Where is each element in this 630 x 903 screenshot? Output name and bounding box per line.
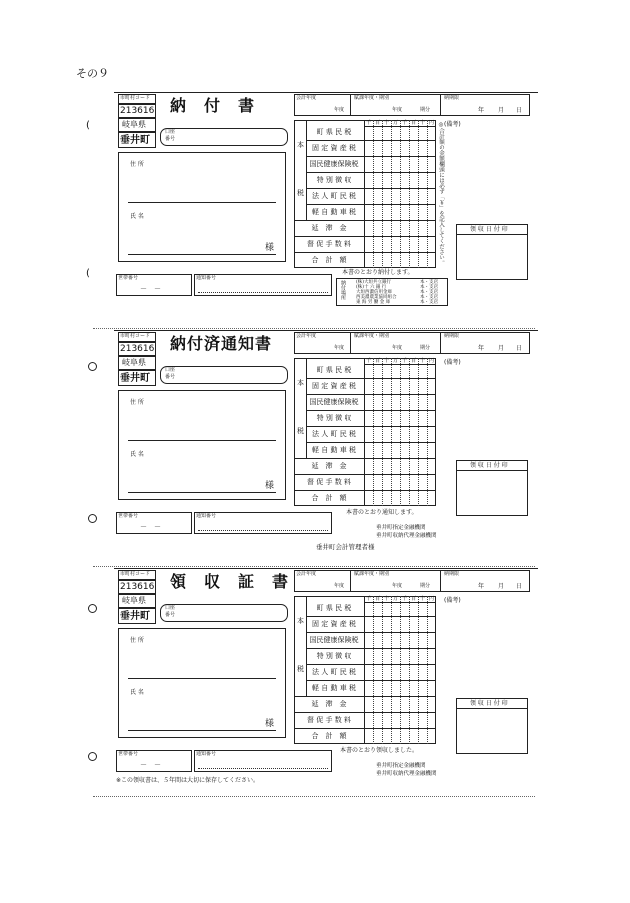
tax-row-label: 軽 自 動 車 税 [312, 684, 356, 692]
digit-divider [382, 358, 383, 506]
digit-label: 千 [401, 596, 407, 602]
row-line [306, 410, 436, 411]
row-line [294, 458, 436, 459]
household-value: － － [140, 761, 161, 769]
due-label: 納期限 [444, 333, 460, 339]
fee-row-label: 合 計 額 [311, 494, 347, 502]
month-unit: 月 [498, 345, 505, 352]
receipt-note: 本書のとおり領収しました。 [340, 747, 419, 754]
fee-row-label: 延 滞 金 [311, 700, 347, 708]
digit-divider [400, 596, 401, 744]
row-line [306, 140, 436, 141]
tax-year-unit: 年度 [392, 583, 403, 589]
digit-label: 千 [401, 358, 407, 364]
digit-label: 千 [365, 120, 371, 126]
day-unit: 日 [516, 345, 523, 352]
town: 垂井町 [120, 373, 150, 384]
fiscal-year-label: 会計年度 [296, 571, 317, 577]
account-label: 番号 [165, 136, 176, 142]
muni-code: 213616 [120, 344, 155, 354]
sep [364, 602, 436, 603]
digit-label: 円 [428, 120, 434, 126]
digit-label: 円 [428, 596, 434, 602]
account-label: 口座 [165, 129, 176, 135]
bank-branch: 本・支店 [420, 290, 438, 295]
row-line [306, 442, 436, 443]
tax-row-label: 法 人 町 民 税 [312, 668, 356, 676]
prefecture: 岐阜県 [122, 120, 146, 129]
notice-dots [198, 530, 328, 531]
digit-label: 百 [374, 120, 380, 126]
fiscal-year-unit: 年度 [334, 345, 345, 351]
address-name-box[interactable] [118, 390, 286, 500]
bank-branch: 本・支店 [420, 295, 438, 300]
household-value: － － [140, 523, 161, 531]
row-line [294, 712, 436, 713]
fee-row-label: 督 促 手 数 料 [307, 716, 351, 724]
notice-dots [198, 292, 328, 293]
row-line [306, 648, 436, 649]
bank-name: (株)十 六 銀 行 [356, 285, 387, 290]
household-label: 世帯番号 [118, 751, 139, 757]
tax-row-label: 特 別 徴 収 [316, 176, 352, 184]
muni-code: 213616 [120, 582, 155, 592]
tax-row-label: 国民健康保険税 [309, 160, 359, 168]
sep [456, 234, 528, 235]
digit-divider [382, 120, 383, 268]
row-line [306, 172, 436, 173]
fee-row-label: 督 促 手 数 料 [307, 240, 351, 248]
fee-row-label: 延 滞 金 [311, 224, 347, 232]
honorific: 様 [265, 481, 275, 491]
address-label: 住 所 [130, 399, 144, 406]
digit-label: 円 [428, 358, 434, 364]
binding-hole [88, 752, 97, 761]
tax-year-unit: 年度 [392, 345, 403, 351]
period-unit: 期分 [420, 583, 431, 589]
account-label: 口座 [165, 605, 176, 611]
household-value: － － [140, 285, 161, 293]
fee-row-label: 合 計 額 [311, 732, 347, 740]
name-label: 氏 名 [130, 689, 144, 696]
side-label: 税 [297, 189, 304, 197]
honorific: 様 [265, 719, 275, 729]
digit-divider [373, 596, 374, 744]
bank-branch: 本・支店 [420, 280, 438, 285]
muni-code: 213616 [120, 106, 155, 116]
tax-row-label: 国民健康保険税 [309, 398, 359, 406]
tax-year-label: 賦課年度・期別 [354, 571, 390, 577]
row-line [306, 394, 436, 395]
day-unit: 日 [516, 583, 523, 590]
perforation-line [93, 328, 535, 329]
tax-row-label: 固 定 資 産 税 [312, 144, 356, 152]
form-title: 納付済通知書 [170, 334, 273, 353]
digit-label: 千 [365, 596, 371, 602]
name-line [128, 730, 276, 731]
account-box[interactable] [160, 366, 288, 384]
vertical-note: ◎合計額の金額欄頭には必ず「￥」を記入してください。 [438, 122, 445, 266]
fiscal-year-unit: 年度 [334, 583, 345, 589]
row-line [306, 378, 436, 379]
sep [456, 708, 528, 709]
household-label: 世帯番号 [118, 513, 139, 519]
digit-divider [400, 358, 401, 506]
digit-divider [391, 358, 392, 506]
bank-name: 大垣西濃信用金庫 [356, 290, 392, 295]
address-name-box[interactable] [118, 628, 286, 738]
notice-note: 本書のとおり通知します。 [346, 509, 418, 516]
row-line [306, 632, 436, 633]
side-label: 本 [297, 617, 304, 625]
row-line [294, 728, 436, 729]
digit-label: 百 [410, 358, 416, 364]
receipt-footnote: ※この領収書は、５年間は大切に保存してください。 [116, 777, 260, 784]
address-line [128, 678, 276, 679]
row-line [294, 220, 436, 221]
muni-code-label: 市町村コード [120, 571, 151, 577]
digit-divider [373, 120, 374, 268]
month-unit: 月 [498, 583, 505, 590]
digit-label: 十 [419, 358, 425, 364]
row-line [294, 252, 436, 253]
year-header [294, 94, 530, 116]
institution-1: 垂井町指定金融機関 [376, 525, 426, 531]
notice-label: 通知番号 [196, 275, 217, 281]
period-unit: 期分 [420, 345, 431, 351]
name-line [128, 492, 276, 493]
year-unit: 年 [478, 583, 485, 590]
year-unit: 年 [478, 345, 485, 352]
name-label: 氏 名 [130, 213, 144, 220]
digit-divider [391, 120, 392, 268]
tax-row-label: 国民健康保険税 [309, 636, 359, 644]
tax-row-label: 固 定 資 産 税 [312, 382, 356, 390]
sep [364, 364, 436, 365]
page-label: その９ [76, 67, 109, 80]
address-line [128, 440, 276, 441]
row-line [294, 474, 436, 475]
digit-divider [409, 596, 410, 744]
prefecture: 岐阜県 [122, 596, 146, 605]
honorific: 様 [265, 243, 275, 253]
digit-divider [418, 596, 419, 744]
address-line [128, 202, 276, 203]
digit-label: 百 [410, 596, 416, 602]
digit-label: 百 [374, 596, 380, 602]
digit-label: 万 [392, 358, 398, 364]
institution-2: 垂井町収納代理金融機関 [376, 533, 437, 539]
muni-code-label: 市町村コード [120, 95, 151, 101]
account-label: 番号 [165, 612, 176, 618]
binding-hole [88, 362, 97, 371]
tax-row-label: 町 県 民 税 [316, 128, 352, 136]
side-label: 税 [297, 427, 304, 435]
digit-divider [427, 358, 428, 506]
tax-row-label: 固 定 資 産 税 [312, 620, 356, 628]
digit-divider [418, 358, 419, 506]
digit-divider [418, 120, 419, 268]
fiscal-year-label: 会計年度 [296, 333, 317, 339]
muni-code-label: 市町村コード [120, 333, 151, 339]
sep [364, 126, 436, 127]
bank-branch: 本・支店 [420, 285, 438, 290]
account-label: 番号 [165, 374, 176, 380]
month-unit: 月 [498, 107, 505, 114]
sep [350, 332, 351, 354]
period-unit: 期分 [420, 107, 431, 113]
prefecture: 岐阜県 [122, 358, 146, 367]
account-box[interactable] [160, 128, 288, 146]
remarks-label: (備考) [444, 597, 461, 604]
name-line [128, 254, 276, 255]
bank-name: 西美濃農業協同組合 [356, 295, 397, 300]
top-border [114, 568, 538, 569]
receipt-stamp-label: 領 収 日 付 印 [470, 700, 508, 707]
row-line [294, 236, 436, 237]
binding-mark: ( [86, 120, 90, 131]
binding-mark: ( [86, 268, 90, 279]
due-label: 納期限 [444, 95, 460, 101]
row-line [306, 616, 436, 617]
notice-dots [198, 768, 328, 769]
side-label: 税 [297, 665, 304, 673]
digit-label: 百 [410, 120, 416, 126]
receipt-stamp-label: 領 収 日 付 印 [470, 462, 508, 469]
receipt-stamp-label: 領 収 日 付 印 [470, 226, 508, 233]
row-line [306, 156, 436, 157]
remarks-label: (備考) [444, 121, 461, 128]
fiscal-year-label: 会計年度 [296, 95, 317, 101]
institution-1: 垂井町指定金融機関 [376, 763, 426, 769]
tax-row-label: 法 人 町 民 税 [312, 192, 356, 200]
bank-branch: 本・支店 [420, 300, 438, 305]
tax-row-label: 軽 自 動 車 税 [312, 446, 356, 454]
row-line [306, 680, 436, 681]
digit-label: 千 [401, 120, 407, 126]
digit-divider [382, 596, 383, 744]
town: 垂井町 [120, 611, 150, 622]
form-title: 納 付 書 [170, 96, 256, 115]
address-name-box[interactable] [118, 152, 286, 262]
row-line [294, 490, 436, 491]
year-header [294, 570, 530, 592]
row-line [306, 664, 436, 665]
institution-2: 垂井町収納代理金融機関 [376, 771, 437, 777]
tax-year-label: 賦課年度・期別 [354, 95, 390, 101]
fiscal-year-unit: 年度 [334, 107, 345, 113]
sep [440, 332, 441, 354]
name-label: 氏 名 [130, 451, 144, 458]
top-border [114, 92, 538, 93]
top-border [114, 330, 538, 331]
year-unit: 年 [478, 107, 485, 114]
binding-hole [88, 514, 97, 523]
digit-divider [409, 120, 410, 268]
tax-row-label: 軽 自 動 車 税 [312, 208, 356, 216]
digit-label: 千 [365, 358, 371, 364]
notice-label: 通知番号 [196, 751, 217, 757]
sep [364, 120, 365, 268]
remarks-label: (備考) [444, 359, 461, 366]
town: 垂井町 [120, 135, 150, 146]
digit-label: 十 [383, 596, 389, 602]
address-label: 住 所 [130, 161, 144, 168]
perforation-line [93, 796, 535, 797]
digit-divider [373, 358, 374, 506]
sep [364, 358, 365, 506]
account-label: 口座 [165, 367, 176, 373]
tax-row-label: 法 人 町 民 税 [312, 430, 356, 438]
row-line [294, 696, 436, 697]
form-title: 領 収 証 書 [170, 572, 290, 591]
sep [440, 570, 441, 592]
row-line [306, 204, 436, 205]
digit-label: 百 [374, 358, 380, 364]
row-line [306, 188, 436, 189]
day-unit: 日 [516, 107, 523, 114]
digit-divider [409, 358, 410, 506]
digit-label: 万 [392, 120, 398, 126]
paid-note: 本書のとおり納付します。 [342, 269, 414, 276]
account-box[interactable] [160, 604, 288, 622]
digit-divider [400, 120, 401, 268]
due-label: 納期限 [444, 571, 460, 577]
digit-label: 十 [383, 120, 389, 126]
treasurer-label: 垂井町会計管理者様 [316, 543, 375, 551]
sep [364, 596, 365, 744]
side-label: 本 [297, 379, 304, 387]
year-header [294, 332, 530, 354]
sep [440, 94, 441, 116]
tax-row-label: 特 別 徴 収 [316, 414, 352, 422]
sep [456, 470, 528, 471]
fee-row-label: 督 促 手 数 料 [307, 478, 351, 486]
tax-row-label: 町 県 民 税 [316, 366, 352, 374]
household-label: 世帯番号 [118, 275, 139, 281]
side-label: 本 [297, 141, 304, 149]
tax-year-label: 賦課年度・期別 [354, 333, 390, 339]
digit-label: 十 [419, 596, 425, 602]
digit-label: 十 [383, 358, 389, 364]
digit-divider [427, 596, 428, 744]
tax-row-label: 特 別 徴 収 [316, 652, 352, 660]
payee-label: 納付場所 [340, 280, 346, 300]
fee-row-label: 延 滞 金 [311, 462, 347, 470]
fee-row-label: 合 計 額 [311, 256, 347, 264]
bank-name: (株)大垣共立銀行 [356, 280, 392, 285]
notice-label: 通知番号 [196, 513, 217, 519]
digit-divider [391, 596, 392, 744]
sep [350, 570, 351, 592]
tax-row-label: 町 県 民 税 [316, 604, 352, 612]
tax-year-unit: 年度 [392, 107, 403, 113]
digit-label: 万 [392, 596, 398, 602]
row-line [306, 426, 436, 427]
bank-name: 東 海 労 働 金 庫 [356, 300, 391, 305]
perforation-line [93, 566, 535, 567]
binding-hole [88, 604, 97, 613]
address-label: 住 所 [130, 637, 144, 644]
sep [350, 94, 351, 116]
digit-divider [427, 120, 428, 268]
form-payment-slip [0, 92, 630, 332]
digit-label: 十 [419, 120, 425, 126]
